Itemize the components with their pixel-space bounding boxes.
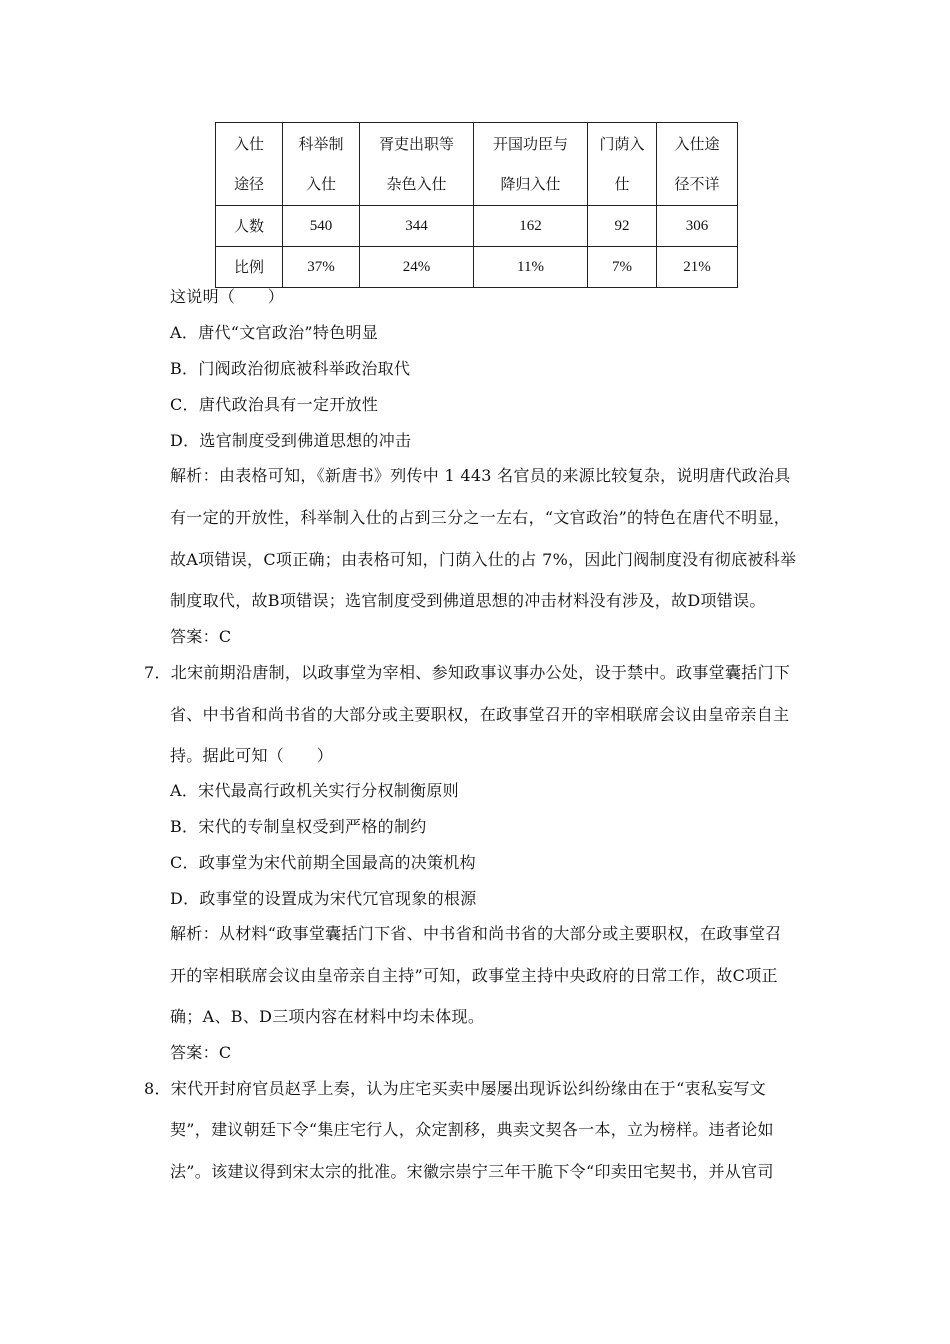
option-c: C．政事堂为宋代前期全国最高的决策机构 (170, 853, 476, 872)
option-d: D．选官制度受到佛道思想的冲击 (170, 431, 412, 450)
header-cell: 开国功臣与 降归入仕 (474, 123, 588, 206)
table-cell: 37% (283, 247, 360, 288)
table-cell: 540 (283, 206, 360, 247)
table-row (216, 206, 738, 247)
table-cell: 11% (474, 247, 588, 288)
header-cell: 入仕 途径 (216, 123, 283, 206)
option-d: D．政事堂的设置成为宋代冗官现象的根源 (170, 889, 477, 908)
table-cell: 162 (474, 206, 588, 247)
analysis-line: 故A项错误，C项正确；由表格可知，门荫入仕的占 7%，因此门阀制度没有彻底被科举 (170, 550, 797, 569)
analysis-line: 确；A、B、D三项内容在材料中均未体现。 (170, 1007, 485, 1026)
option-a: A．唐代“文官政治”特色明显 (170, 323, 379, 342)
option-c: C．唐代政治具有一定开放性 (170, 395, 379, 414)
table-cell: 21% (657, 247, 738, 288)
row-label: 人数 (216, 206, 283, 247)
official-origin-table (215, 122, 738, 288)
question-stem: 持。据此可知（ ） (170, 746, 334, 765)
analysis-line: 解析：从材料“政事堂囊括门下省、中书省和尚书省的大部分或主要职权，在政事堂召 (170, 924, 782, 943)
analysis-line: 有一定的开放性，科举制入仕的占到三分之一左右，“文官政治”的特色在唐代不明显， (170, 508, 791, 527)
question-stem: 8．宋代开封府官员赵孚上奏，认为庄宅买卖中屡屡出现诉讼纠纷缘由在于“衷私妄写文 (144, 1079, 767, 1098)
question-stem: 契”，建议朝廷下令“集庄宅行人，众定割移，典卖文契各一本，立为榜样。违者论如 (170, 1120, 774, 1139)
analysis-line: 制度取代，故B项错误；选官制度受到佛道思想的冲击材料没有涉及，故D项错误。 (170, 591, 766, 610)
table-row (216, 247, 738, 288)
question-stem: 7．北宋前期沿唐制，以政事堂为宰相、参知政事议事办公处，设于禁中。政事堂囊括门下 (144, 663, 791, 682)
option-b: B．宋代的专制皇权受到严格的制约 (170, 817, 427, 836)
table-cell: 92 (588, 206, 657, 247)
header-cell: 门荫入 仕 (588, 123, 657, 206)
row-label: 比例 (216, 247, 283, 288)
question-stem: 这说明（ ） (170, 287, 285, 306)
question-stem: 法”。该建议得到宋太宗的批准。宋徽宗崇宁三年干脆下令“印卖田宅契书，并从官司 (170, 1162, 774, 1181)
table-cell: 306 (657, 206, 738, 247)
table-cell: 7% (588, 247, 657, 288)
answer: 答案：C (170, 627, 232, 646)
table-cell: 344 (360, 206, 474, 247)
table-header-row (216, 123, 738, 206)
answer: 答案：C (170, 1043, 232, 1062)
header-cell: 入仕途 径不详 (657, 123, 738, 206)
analysis-line: 开的宰相联席会议由皇帝亲自主持”可知，政事堂主持中央政府的日常工作，故C项正 (170, 966, 778, 985)
option-b: B．门阀政治彻底被科举政治取代 (170, 359, 411, 378)
header-cell: 胥吏出职等 杂色入仕 (360, 123, 474, 206)
option-a: A．宋代最高行政机关实行分权制衡原则 (170, 781, 459, 800)
question-stem: 省、中书省和尚书省的大部分或主要职权，在政事堂召开的宰相联席会议由皇帝亲自主 (170, 705, 790, 724)
analysis-line: 解析：由表格可知，《新唐书》列传中 1 443 名官员的来源比较复杂，说明唐代政治具 (170, 466, 791, 485)
table-cell: 24% (360, 247, 474, 288)
header-cell: 科举制 入仕 (283, 123, 360, 206)
